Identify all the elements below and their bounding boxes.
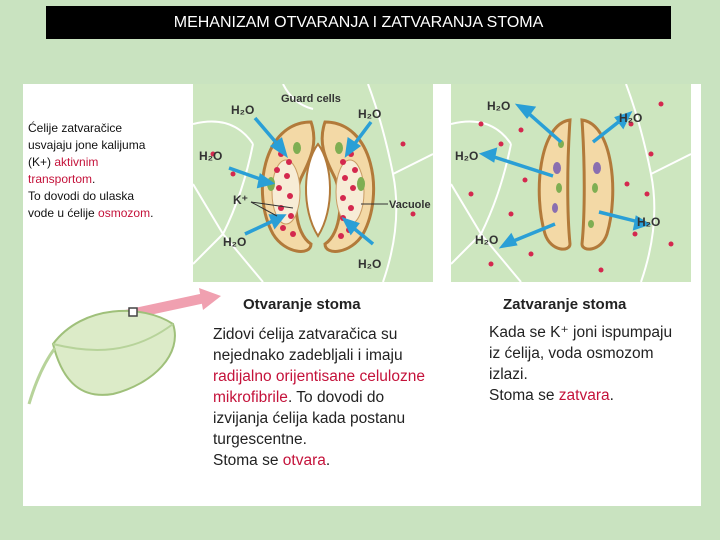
content-panel — [23, 84, 701, 506]
h2o-label: H₂O — [358, 257, 382, 271]
left-note-line: usvajaju jone kalijuma — [28, 138, 146, 152]
leaf-illustration — [23, 284, 223, 414]
k-ion-label: K⁺ — [233, 193, 248, 207]
guard-cells-label: Guard cells — [281, 93, 341, 105]
vacuole-label: Vacuole — [389, 199, 431, 211]
closed-stoma-diagram — [451, 84, 691, 282]
slide-title: MEHANIZAM OTVARANJA I ZATVARANJA STOMA — [46, 6, 671, 39]
left-note — [28, 120, 188, 222]
left-note-line: Ćelije zatvaračice — [28, 121, 123, 135]
h2o-label: H₂O — [231, 103, 255, 117]
left-note-line: transportom. — [28, 172, 96, 186]
h2o-label: H₂O — [637, 215, 661, 229]
h2o-label: H₂O — [475, 233, 499, 247]
left-note-line: (K+) aktivnim — [28, 155, 99, 169]
closing-heading: Zatvaranje stoma — [503, 296, 627, 313]
h2o-label: H₂O — [223, 235, 247, 249]
left-note-line: To dovodi do ulaska — [28, 189, 135, 203]
left-note-line: vode u ćelije osmozom. — [28, 206, 154, 220]
h2o-label: H₂O — [358, 107, 382, 121]
closing-description: Kada se K⁺ joni ispumpaju iz ćelija, voda osmozom izlazi. Stoma se zatvara. — [489, 324, 673, 404]
h2o-label: H₂O — [487, 99, 511, 113]
opening-description: Zidovi ćelija zatvaračica su nejednako zadebljali i imaju radijalno orijentisane celulozne mikrofibrile. To dovodi do izvijanja ćelija kada postanu turgescentne. Stoma se otvara. — [213, 326, 425, 469]
opening-heading: Otvaranje stoma — [243, 296, 361, 313]
h2o-label: H₂O — [619, 111, 643, 125]
h2o-label: H₂O — [455, 149, 479, 163]
h2o-label: H₂O — [199, 149, 223, 163]
open-stoma-diagram — [193, 84, 433, 282]
